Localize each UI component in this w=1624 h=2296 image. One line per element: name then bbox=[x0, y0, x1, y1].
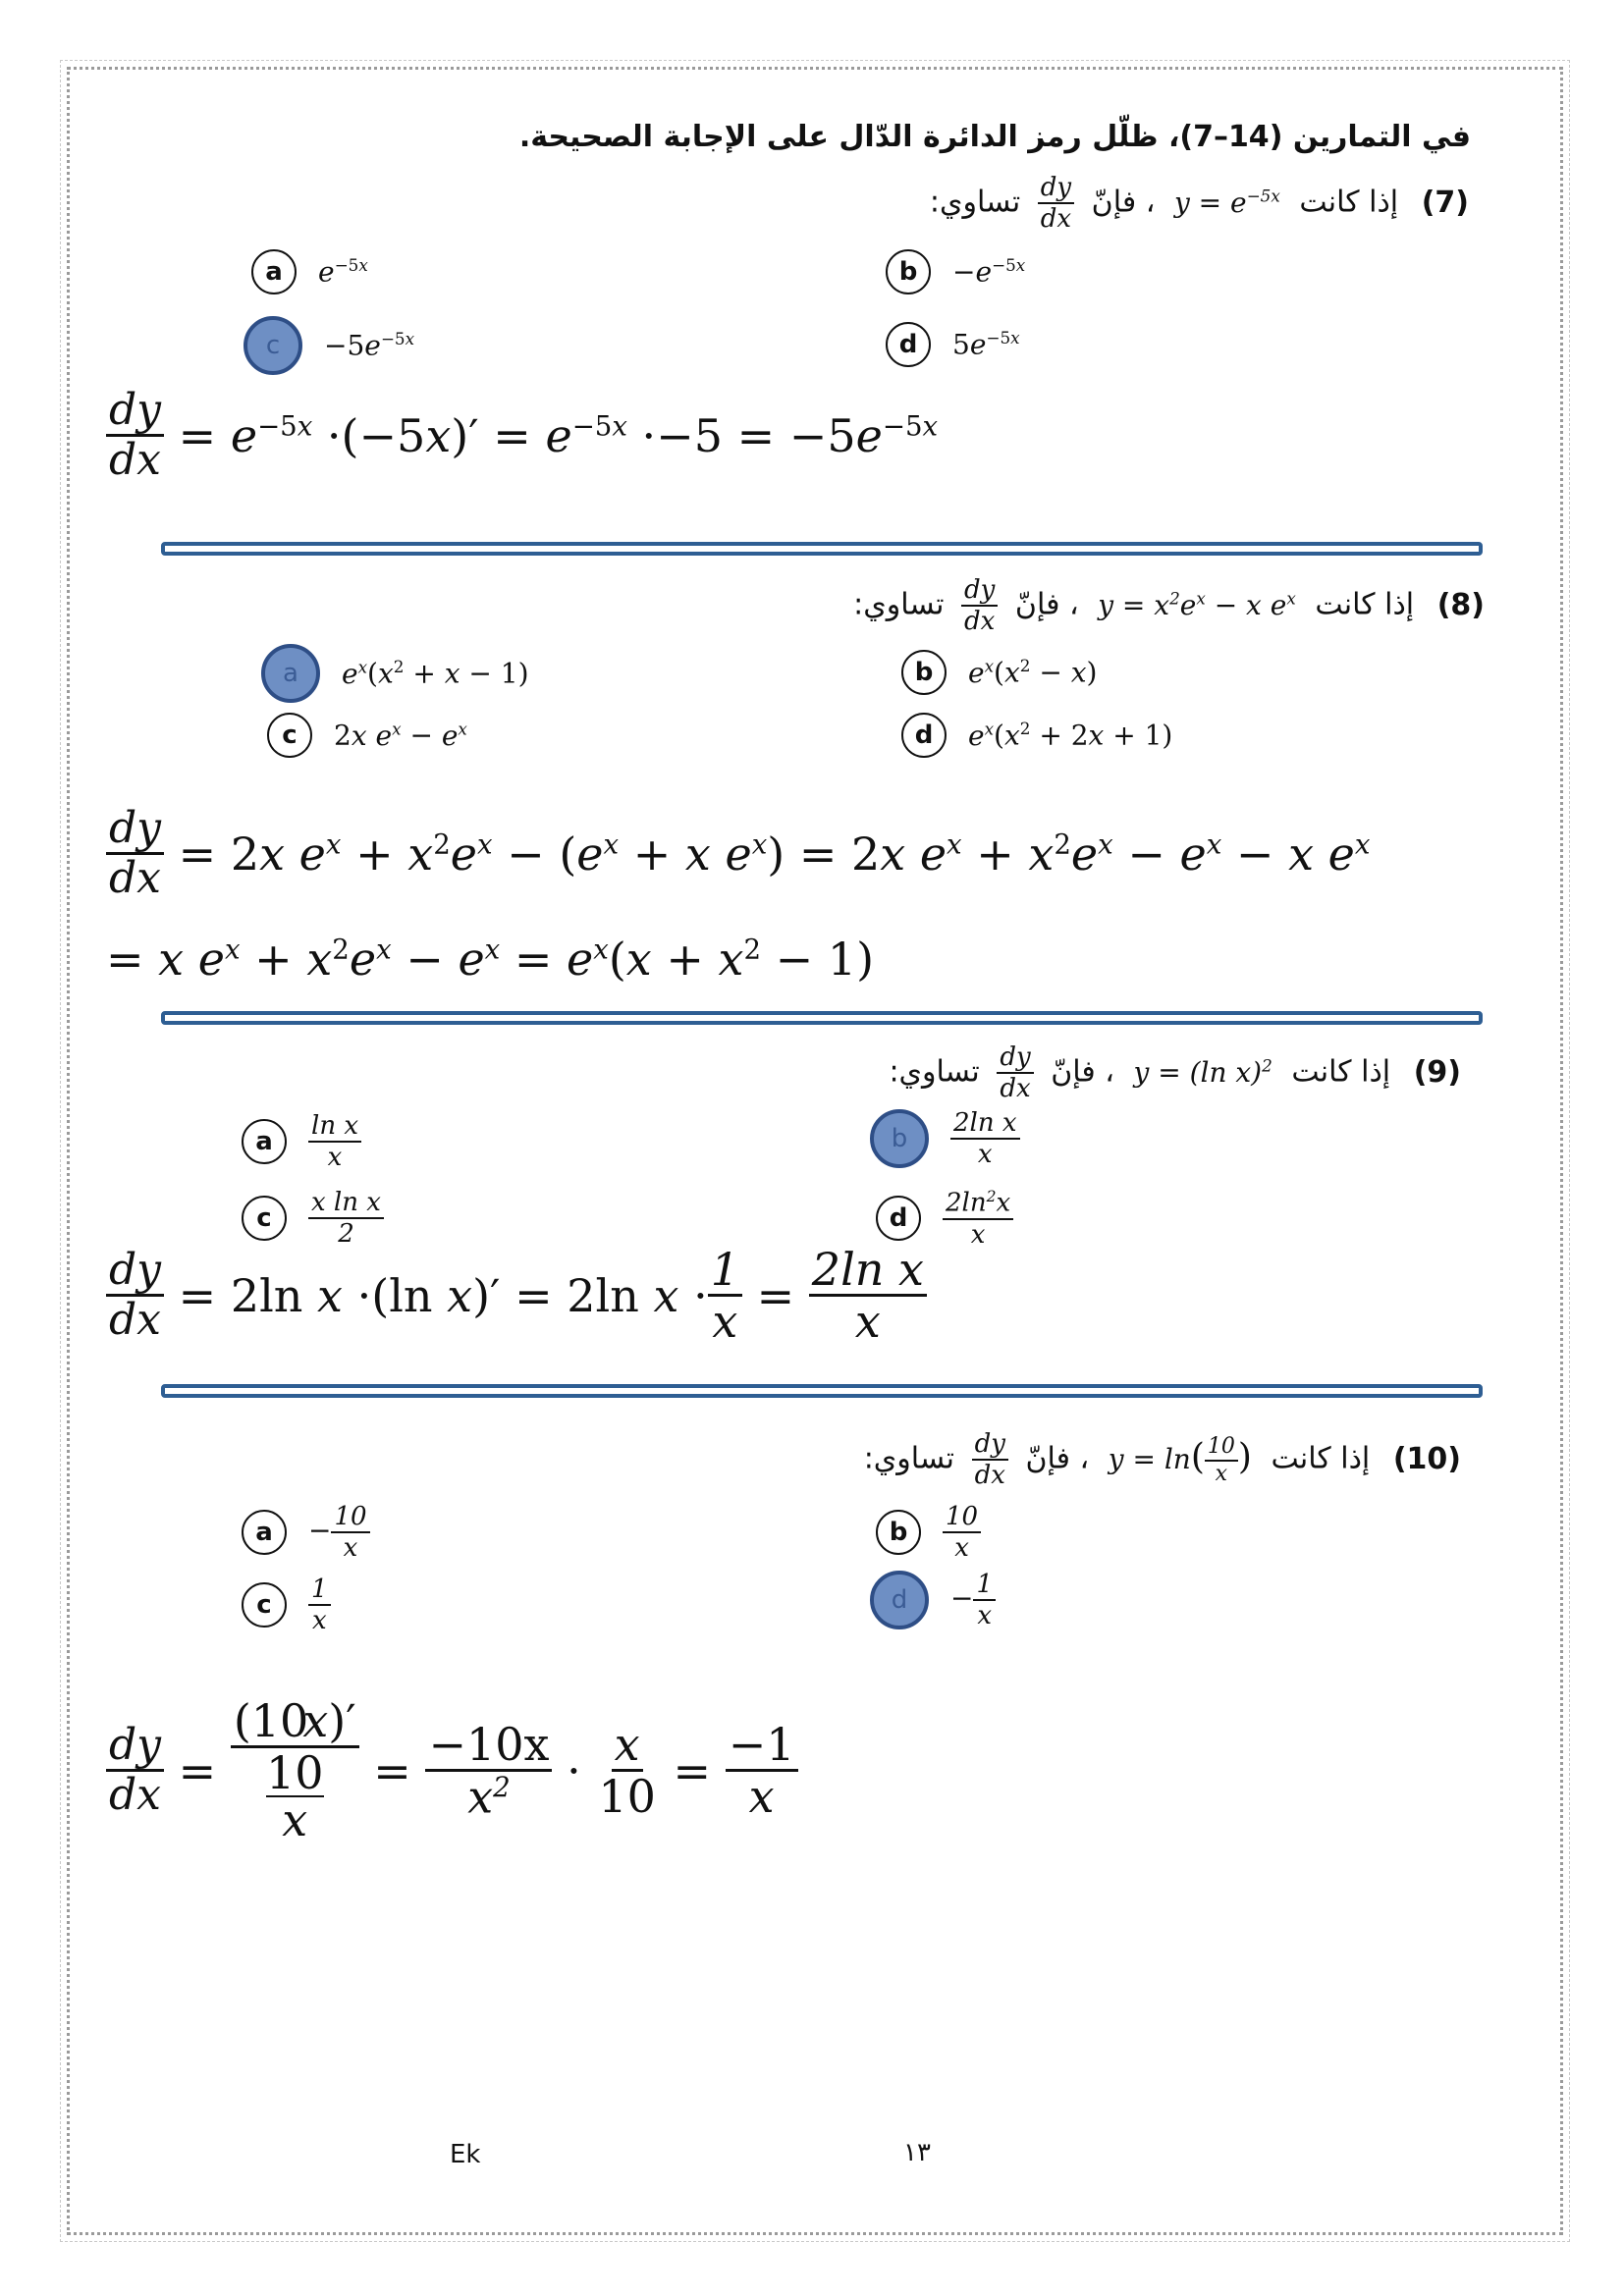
result-fraction: $\frac{-1}{x}$ bbox=[726, 1722, 798, 1819]
question-suffix: تساوي: bbox=[889, 1054, 980, 1090]
dy-dx-fraction: $\frac{dy}{dx}$ bbox=[961, 577, 998, 634]
option-d-circle[interactable]: d bbox=[876, 1196, 921, 1241]
solution-10: $\frac{dy}{dx}$ = (10 x )′ 10 x = $\frac{-10x}{x^2}$ · $\frac{x}{10}$ = $\frac{-1}{x}$ bbox=[106, 1698, 798, 1842]
option-d-text: $e^x(x^2 + 2x + 1)$ bbox=[968, 719, 1173, 752]
option-c[interactable] bbox=[244, 316, 414, 375]
dy-dx-fraction: $\frac{dy}{dx}$ bbox=[106, 389, 164, 482]
option-a-circle[interactable]: a bbox=[242, 1119, 287, 1164]
page-number: ١٣ bbox=[903, 2138, 931, 2167]
option-d-circle[interactable]: d bbox=[901, 713, 947, 758]
compound-fraction: (10 x )′ 10 x bbox=[231, 1698, 359, 1842]
option-b[interactable] bbox=[886, 249, 1025, 294]
footer-initials: Ek bbox=[450, 2140, 481, 2169]
option-b-text: $\frac{10}{x}$ bbox=[943, 1504, 981, 1561]
question-equation: y = (ln x)$^2$ bbox=[1133, 1055, 1272, 1089]
dy-dx-fraction: $\frac{dy}{dx}$ bbox=[997, 1044, 1033, 1101]
option-d-circle[interactable]: d bbox=[886, 322, 931, 367]
option-d[interactable] bbox=[876, 1190, 1013, 1248]
option-a[interactable] bbox=[242, 1113, 361, 1170]
option-a[interactable] bbox=[251, 249, 368, 294]
option-d-text: $5e^{-5x}$ bbox=[952, 328, 1020, 361]
option-b[interactable] bbox=[870, 1109, 1020, 1168]
option-d-fraction: $\frac{2\ln^2x}{x}$ bbox=[943, 1190, 1013, 1248]
option-d-circle-selected[interactable]: d bbox=[870, 1571, 929, 1629]
question-then: ، فإنّ bbox=[1091, 185, 1156, 220]
dy-dx-fraction: $\frac{dy}{dx}$ bbox=[106, 1724, 164, 1817]
separator-bar bbox=[161, 1384, 1483, 1398]
option-c-circle[interactable]: c bbox=[242, 1196, 287, 1241]
option-b-circle-selected[interactable]: b bbox=[870, 1109, 929, 1168]
question-prefix: إذا كانت bbox=[1299, 185, 1399, 220]
step-fraction-1: $\frac{-10x}{x^2}$ bbox=[425, 1722, 552, 1819]
question-number: (8) bbox=[1436, 587, 1485, 622]
question-prefix: إذا كانت bbox=[1315, 587, 1415, 622]
question-prefix: إذا كانت bbox=[1271, 1441, 1371, 1476]
question-number: (10) bbox=[1392, 1441, 1461, 1476]
solution-8-line-1: $\frac{dy}{dx}$ = 2x $e^x + x^2e^x - (e^x + x$ $e^x) = 2x$ $e^x + x^2e^x - e^x - x$ $e^x$ bbox=[106, 807, 1370, 900]
separator-bar bbox=[161, 1011, 1483, 1025]
option-b[interactable] bbox=[876, 1504, 981, 1561]
option-c-circle[interactable]: c bbox=[267, 713, 312, 758]
question-suffix: تساوي: bbox=[863, 1441, 955, 1476]
option-b-circle[interactable]: b bbox=[886, 249, 931, 294]
question-suffix: تساوي: bbox=[929, 185, 1021, 220]
option-b-circle[interactable]: b bbox=[901, 650, 947, 695]
option-b-circle[interactable]: b bbox=[876, 1510, 921, 1555]
option-a-circle-selected[interactable]: a bbox=[261, 644, 320, 703]
option-c-circle[interactable]: c bbox=[242, 1582, 287, 1628]
option-c[interactable] bbox=[242, 1576, 331, 1633]
option-d[interactable] bbox=[870, 1571, 996, 1629]
option-b-fraction: $\frac{\text{2ln x}}{x}$ bbox=[950, 1110, 1020, 1167]
question-number: (7) bbox=[1421, 185, 1469, 220]
option-c-text: 2x $e^x - e^x$ bbox=[334, 719, 467, 752]
question-8 bbox=[853, 577, 1485, 634]
question-equation: $y = x^2e^x - x$ $e^x$ bbox=[1098, 588, 1296, 621]
question-9 bbox=[889, 1044, 1461, 1101]
option-d[interactable] bbox=[886, 322, 1020, 367]
solution-8-line-2: = x $e^x + x^2e^x - e^x = e^x(x + x^2 - 1)$ bbox=[106, 933, 875, 986]
result-fraction: $\frac{\text{2ln x}}{x}$ bbox=[809, 1247, 927, 1344]
option-d[interactable] bbox=[901, 713, 1172, 758]
option-b[interactable] bbox=[901, 650, 1097, 695]
dy-dx-fraction: $\frac{dy}{dx}$ bbox=[1038, 175, 1074, 232]
option-a-circle[interactable]: a bbox=[251, 249, 297, 294]
question-equation: $y = e^{-5x}$ bbox=[1173, 186, 1280, 219]
option-a-fraction: $\frac{\text{ln x}}{x}$ bbox=[308, 1113, 361, 1170]
option-c-text: $-5e^{-5x}$ bbox=[324, 329, 415, 362]
option-a[interactable] bbox=[261, 644, 529, 703]
option-c-fraction: $\frac{\text{x ln x}}{2}$ bbox=[308, 1190, 384, 1247]
option-c-circle-selected[interactable]: c bbox=[244, 316, 302, 375]
one-over-x-fraction: $\frac{1}{x}$ bbox=[708, 1247, 742, 1344]
option-c[interactable] bbox=[242, 1190, 384, 1247]
dy-dx-fraction: $\frac{dy}{dx}$ bbox=[106, 1249, 164, 1342]
instructions: في التمارين (14–7)، ظلّل رمز الدائرة الدّال على الإجابة الصحيحة. bbox=[518, 120, 1471, 154]
question-prefix: إذا كانت bbox=[1291, 1054, 1391, 1090]
solution-9: $\frac{dy}{dx}$ = 2ln x ·(ln x)′ = 2ln x · $\frac{1}{x}$ = $\frac{\text{2ln x}}{x}$ bbox=[106, 1247, 927, 1344]
option-d-text: − $\frac{1}{x}$ bbox=[950, 1572, 996, 1629]
solution-7: $\frac{dy}{dx}$ = $e^{-5x} \cdot(-5x)' = e^{-5x} \cdot-5 = -5e^{-5x}$ bbox=[106, 389, 938, 482]
question-10 bbox=[864, 1431, 1461, 1488]
step-fraction-2: $\frac{x}{10}$ bbox=[598, 1718, 656, 1823]
separator-bar bbox=[161, 542, 1483, 556]
question-then: ، فإنّ bbox=[1025, 1441, 1090, 1476]
question-then: ، فإنّ bbox=[1014, 587, 1079, 622]
question-then: ، فإنّ bbox=[1051, 1054, 1114, 1090]
option-a-text: $e^{-5x}$ bbox=[318, 255, 368, 289]
question-equation: y = ln( $\frac{10}{x}$ ) bbox=[1108, 1434, 1252, 1486]
dy-dx-fraction: $\frac{dy}{dx}$ bbox=[106, 807, 164, 900]
option-b-text: $-e^{-5x}$ bbox=[952, 255, 1026, 289]
option-a[interactable] bbox=[242, 1504, 370, 1561]
option-a-text: $e^x(x^2 + x - 1)$ bbox=[342, 657, 529, 690]
option-c-text: $\frac{1}{x}$ bbox=[308, 1576, 331, 1633]
question-number: (9) bbox=[1413, 1054, 1461, 1090]
question-suffix: تساوي: bbox=[853, 587, 945, 622]
option-b-text: $e^x(x^2 - x)$ bbox=[968, 656, 1098, 689]
option-a-text: − $\frac{10}{x}$ bbox=[308, 1504, 370, 1561]
option-c[interactable] bbox=[267, 713, 467, 758]
option-a-circle[interactable]: a bbox=[242, 1510, 287, 1555]
question-7 bbox=[930, 175, 1469, 232]
dy-dx-fraction: $\frac{dy}{dx}$ bbox=[972, 1431, 1008, 1488]
